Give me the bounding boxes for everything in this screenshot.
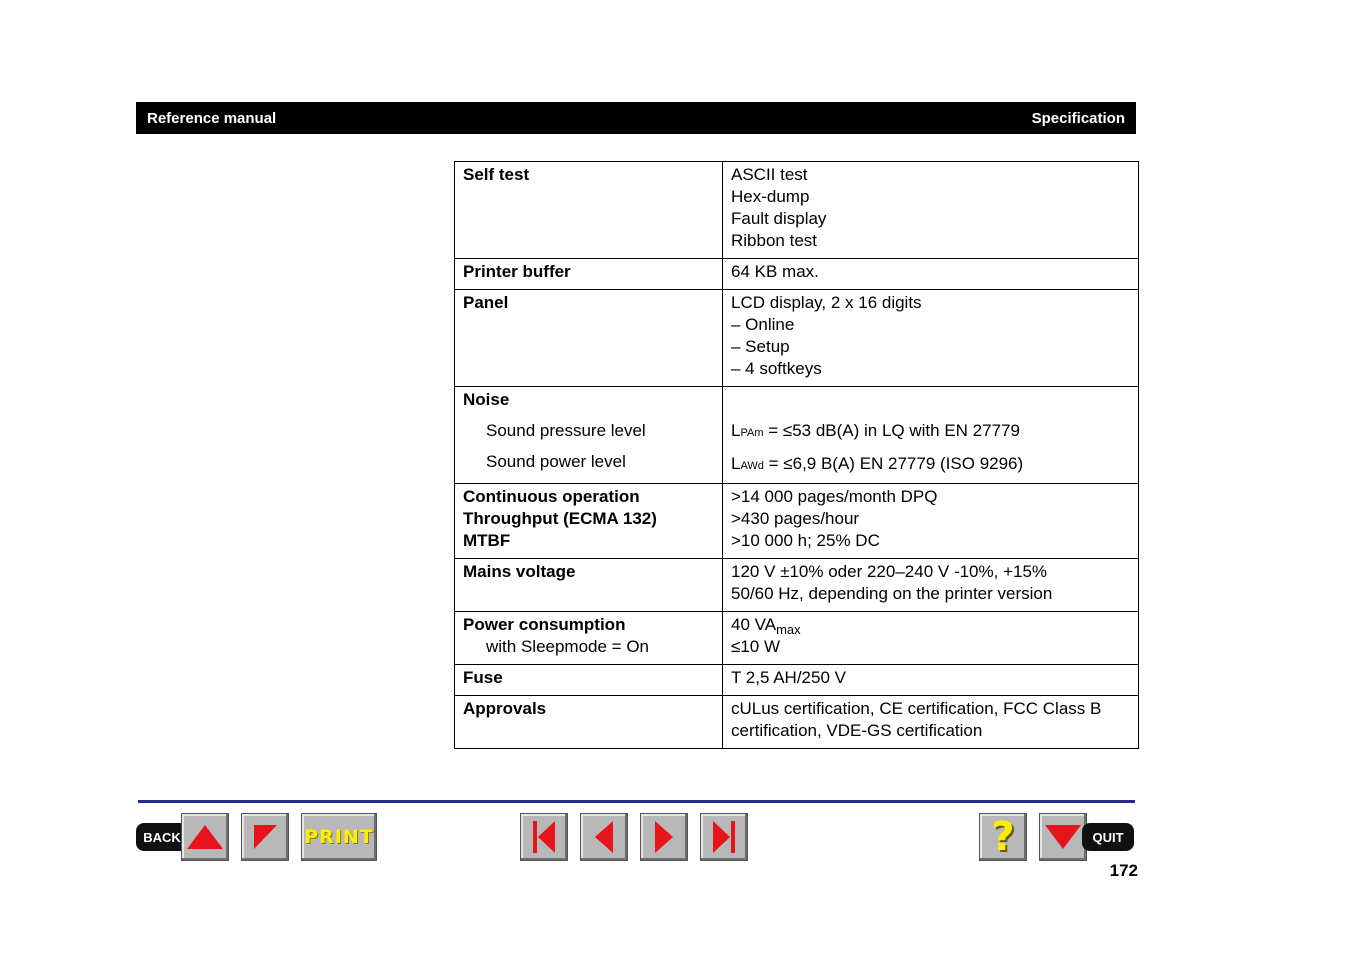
spec-label: Approvals <box>455 696 723 749</box>
table-row <box>455 290 1139 387</box>
quit-arrow-button[interactable] <box>1039 813 1087 861</box>
down-right-arrow-icon <box>250 822 280 852</box>
table-row <box>455 696 1139 749</box>
spec-label: Panel <box>455 290 723 387</box>
power-value: 40 $VA_{max}$ <box>731 615 801 637</box>
spec-value: LCD display, 2 x 16 digits – Online – Setup – 4 softkeys <box>723 290 1139 387</box>
spec-label: Power consumption with Sleepmode = On <box>455 612 723 665</box>
quit-button[interactable]: QUIT <box>1082 823 1134 851</box>
footer-rule <box>138 800 1135 803</box>
spec-value: 120 V ±10% oder 220–240 V -10%, +15% 50/60 Hz, depending on the printer version <box>723 559 1139 612</box>
spec-value: 64 KB max. <box>723 259 1139 290</box>
page-header <box>136 102 1136 134</box>
spec-value: T 2,5 AH/250 V <box>723 665 1139 696</box>
table-row <box>455 612 1139 665</box>
spec-label: Mains voltage <box>455 559 723 612</box>
next-page-icon <box>649 819 679 855</box>
header-right-title: Specification <box>1031 109 1125 127</box>
spec-value: ASCII test Hex-dump Fault display Ribbon test <box>723 162 1139 259</box>
print-button[interactable]: PRINT <box>301 813 377 861</box>
table-row <box>455 162 1139 259</box>
table-row <box>455 387 1139 484</box>
spec-label: Self test <box>455 162 723 259</box>
contents-button[interactable] <box>241 813 289 861</box>
specification-table <box>454 161 1139 749</box>
help-icon: ? <box>991 814 1015 860</box>
table-row <box>455 665 1139 696</box>
up-arrow-icon <box>185 822 225 852</box>
last-page-icon <box>709 819 739 855</box>
spec-label: Noise Sound pressure level Sound power level <box>455 387 723 484</box>
table-row <box>455 484 1139 559</box>
table-row <box>455 559 1139 612</box>
table-row <box>455 259 1139 290</box>
spec-label: Continuous operation Throughput (ECMA 132) MTBF <box>455 484 723 559</box>
last-page-button[interactable] <box>700 813 748 861</box>
first-page-icon <box>529 819 559 855</box>
back-arrow-button[interactable] <box>181 813 229 861</box>
previous-page-button[interactable] <box>580 813 628 861</box>
first-page-button[interactable] <box>520 813 568 861</box>
next-page-button[interactable] <box>640 813 688 861</box>
spec-value: >14 000 pages/month DPQ >430 pages/hour >10 000 h; 25% DC <box>723 484 1139 559</box>
page-number: 172 <box>1109 861 1138 880</box>
spec-value: 40 $VA_{max}$ ≤10 W <box>723 612 1139 665</box>
spec-label: Printer buffer <box>455 259 723 290</box>
spec-value <box>723 387 1139 484</box>
spec-label: Fuse <box>455 665 723 696</box>
spec-value: cULus certification, CE certification, FCC Class B certification, VDE-GS certification <box>723 696 1139 749</box>
header-left-title: Reference manual <box>147 109 277 127</box>
sound-pressure-value: LPAm = ≤53 dB(A) in LQ with EN 27779 <box>731 421 1020 440</box>
previous-page-icon <box>589 819 619 855</box>
down-arrow-icon <box>1043 822 1083 852</box>
sound-power-value: LAWd = ≤6,9 B(A) EN 27779 (ISO 9296) <box>731 454 1024 473</box>
back-button[interactable]: BACK <box>136 823 188 851</box>
help-button[interactable] <box>979 813 1027 861</box>
